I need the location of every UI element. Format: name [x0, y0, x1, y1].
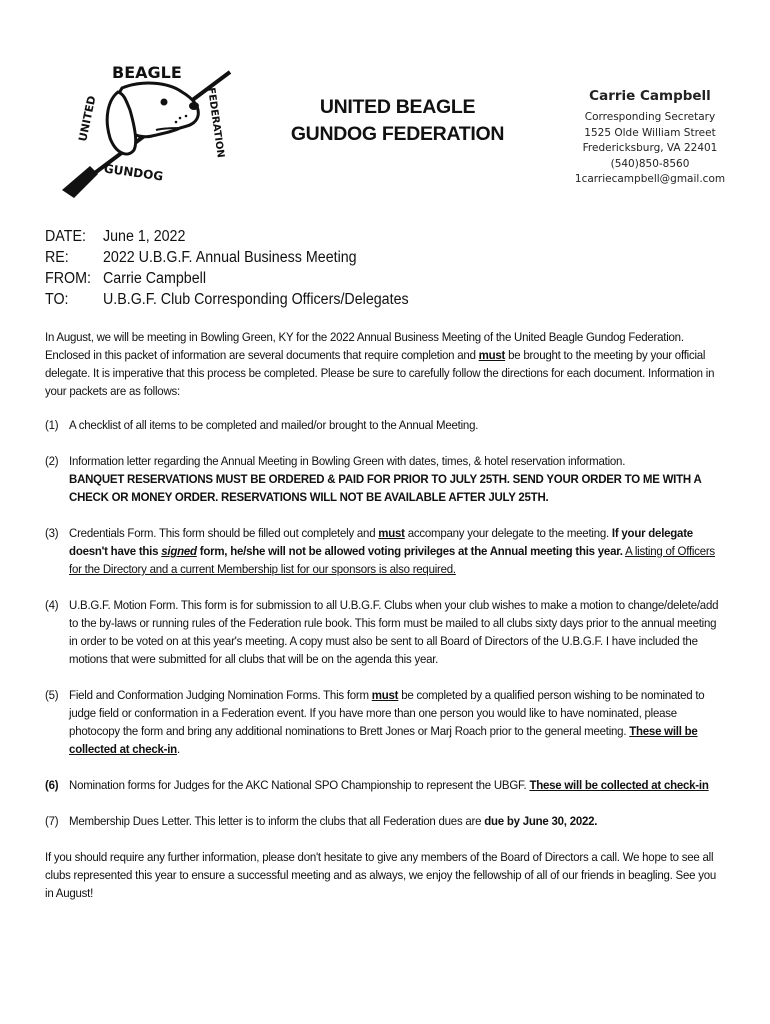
item-number: (1) [45, 418, 59, 432]
item-number: (3) [45, 526, 59, 540]
item-number: (7) [45, 814, 59, 828]
memo-to-row [45, 289, 409, 310]
list-item-1 [45, 416, 722, 434]
contact-street: 1525 Olde William Street [584, 126, 716, 139]
memo-date-label: DATE: [45, 228, 86, 245]
rifle-stock [62, 166, 98, 198]
list-item-5 [45, 686, 722, 758]
dues-deadline: due by June 30, 2022. [484, 814, 598, 828]
list-item-7 [45, 812, 722, 830]
item-text: U.B.G.F. Motion Form. This form is for submission to all U.B.G.F. Clubs when your club wishes to make a motion to change/delete/add to the by-laws or running rules of the Federation rule book. This form must be mailed to all clubs sixty days prior to the annual meeting in order to be voted on at this year's meeting. A copy must also be sent to all Board of Directors of the U.B.G.F. I have included the motions that were submitted for all clubs that will be on the agenda this year. [69, 598, 719, 666]
memo-header [45, 226, 409, 310]
item-text-b: be completed by a qualified person wishing to be nominated to judge field or conformation in a Federation event. If you have more than one person you would like to have nominated, please photocopy the form and bring any additional nominations to Brett Jones or Marj Roach prior to the general meeting. [69, 688, 705, 738]
organization-title [270, 94, 525, 148]
memo-from-row [45, 268, 409, 289]
item-number: (6) [45, 778, 59, 792]
memo-to: U.B.G.F. Club Corresponding Officers/Delegates [102, 291, 409, 308]
signed-emphasis: signed [161, 544, 197, 558]
contact-name: Carrie Campbell [589, 88, 711, 104]
list-item-4 [45, 596, 722, 668]
logo-text-united: UNITED [76, 94, 99, 143]
item-body [69, 686, 722, 758]
intro-text-a: In August, we will be meeting in Bowling Green, KY for the 2022 Annual Business Meeting of the United Beagle Gundog Federation. Enclosed in this packet of information are several documents that require completion and [45, 330, 684, 362]
item-text-a: Membership Dues Letter. This letter is to inform the clubs that all Federation dues are [69, 814, 485, 828]
list-item-2 [45, 452, 722, 506]
item-number: (5) [45, 688, 59, 702]
item-body [69, 776, 722, 794]
memo-re-label: RE: [45, 249, 69, 266]
item-must: must [378, 526, 405, 540]
org-title-line1: UNITED BEAGLE [319, 96, 476, 118]
logo-text-gundog: GUNDOG [103, 161, 165, 184]
memo-re-row [45, 247, 409, 268]
item-text-a: Field and Conformation Judging Nomination Forms. This form [69, 688, 372, 702]
intro-text-b: be brought to the meeting by your official delegate. It is imperative that this process be completed. Please be sure to carefully follow the directions for each document. Information in your packets are as follows: [45, 348, 715, 398]
item-body [69, 524, 722, 578]
logo-text-federation: FEDERATION [205, 86, 226, 159]
memo-from: Carrie Campbell [102, 270, 206, 287]
directory-requirement: A listing of Officers for the Directory and a current Membership list for our sponsors is also required. [69, 544, 715, 576]
contact-city: Fredericksburg, VA 22401 [582, 142, 718, 154]
collected-note: These will be collected at check-in [69, 724, 698, 756]
item-body [69, 452, 722, 506]
item-number: (4) [45, 598, 59, 612]
list-item-3 [45, 524, 722, 578]
memo-date-row [45, 226, 409, 247]
intro-must: must [478, 348, 506, 362]
org-title-line2: GUNDOG FEDERATION [290, 123, 505, 145]
memo-to-label: TO: [45, 291, 69, 308]
memo-from-label: FROM: [45, 270, 91, 287]
item-text: Information letter regarding the Annual Meeting in Bowling Green with dates, times, & hotel reservation information. [69, 454, 626, 468]
contact-title: Corresponding Secretary [584, 111, 716, 123]
item-text-c: . [176, 742, 180, 756]
item-text: A checklist of all items to be completed and mailed/or brought to the Annual Meeting. [69, 418, 479, 432]
logo-text-beagle: BEAGLE [112, 63, 182, 82]
contact-phone: (540)850-8560 [610, 157, 690, 170]
federation-logo [60, 58, 235, 198]
memo-re: 2022 U.B.G.F. Annual Business Meeting [102, 249, 357, 266]
letter-body [45, 328, 722, 902]
item-text-a: Credentials Form. This form should be filled out completely and [69, 526, 379, 540]
memo-date: June 1, 2022 [102, 228, 186, 245]
item-body [69, 812, 722, 830]
intro-paragraph [45, 328, 722, 400]
item-text-a: Nomination forms for Judges for the AKC National SPO Championship to represent the UBGF. [69, 778, 530, 792]
contact-email: 1carriecampbell@gmail.com [574, 173, 726, 185]
list-item-6 [45, 776, 722, 794]
beagle-head-icon [107, 83, 199, 154]
voting-warning-a: If your delegate doesn't have this [69, 526, 693, 558]
item-text-b: accompany your delegate to the meeting. [404, 526, 612, 540]
closing-paragraph: If you should require any further information, please don't hesitate to give any members of the Board of Directors a call. We hope to see all clubs represented this year to ensure a successful meeting and as always, we enjoy the fellowship of all of our friends in beagling. See you in August! [45, 850, 717, 900]
contact-block [560, 86, 740, 188]
collected-note: These will be collected at check-in [529, 778, 709, 792]
banquet-notice: BANQUET RESERVATIONS MUST BE ORDERED & PAID FOR PRIOR TO JULY 25TH. SEND YOUR ORDER TO ME WITH A CHECK OR MONEY ORDER. RESERVATIONS WILL NOT BE AVAILABLE AFTER JULY 25TH. [69, 472, 702, 504]
item-number: (2) [45, 454, 59, 468]
item-must: must [371, 688, 399, 702]
voting-warning-b: form, he/she will not be allowed voting privileges at the Annual meeting this year. [196, 544, 623, 558]
